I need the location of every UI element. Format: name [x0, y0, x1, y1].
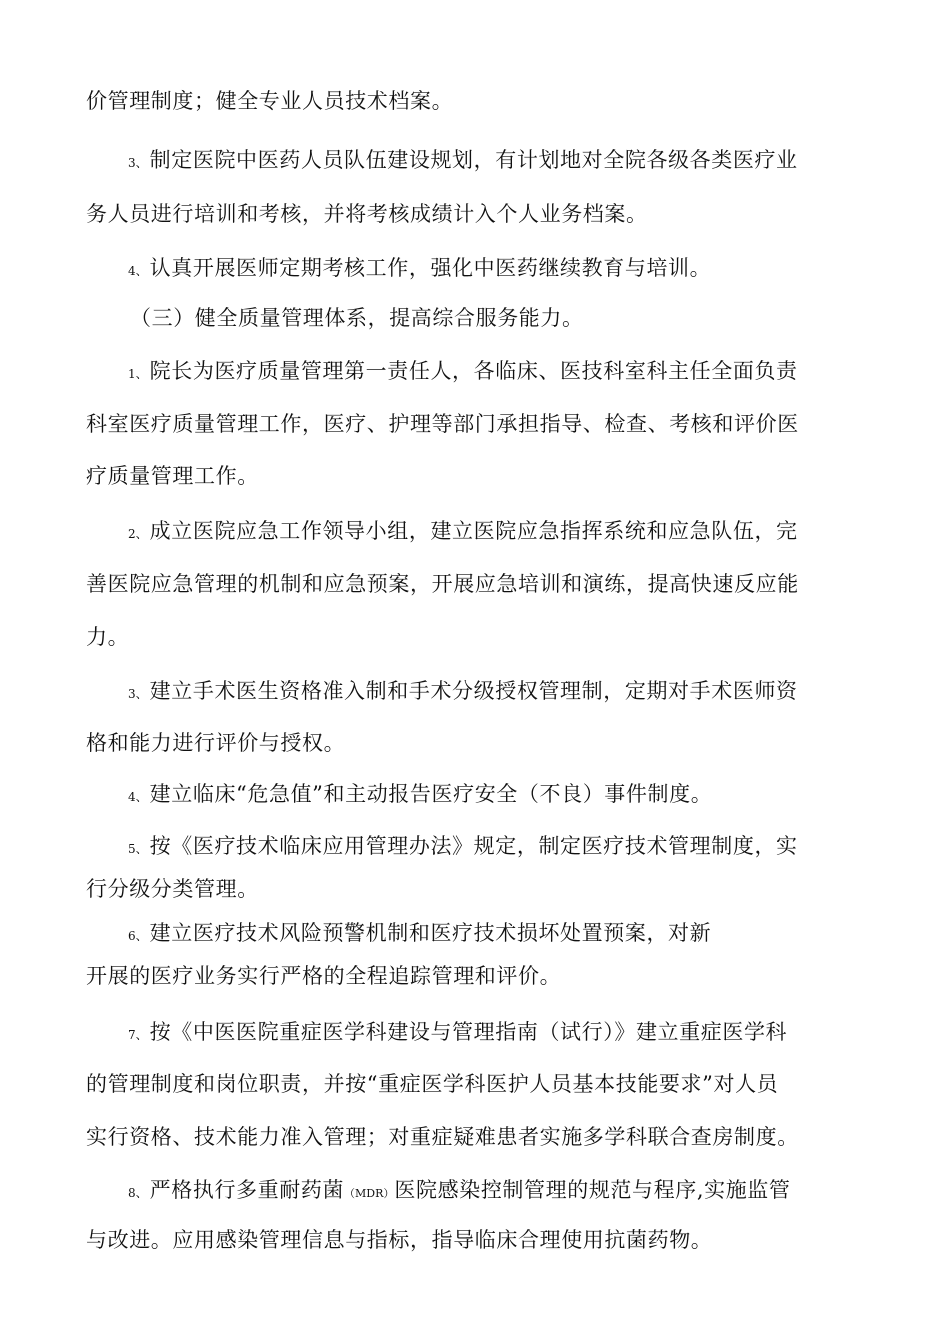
item-number: 1、 [128, 367, 148, 381]
item-number: 5、 [128, 842, 148, 856]
paragraph-line: 7、按《中医医院重症医学科建设与管理指南（试行）》建立重症医学科 [128, 1020, 788, 1044]
item-number: 6、 [128, 929, 148, 943]
paragraph-line: 6、建立医疗技术风险预警机制和医疗技术损坏处置预案，对新 [128, 921, 712, 945]
item-number: 3、 [128, 687, 148, 701]
paragraph-line: 行分级分类管理。 [86, 877, 259, 901]
paragraph-line: 3、制定医院中医药人员队伍建设规划，有计划地对全院各级各类医疗业 [128, 148, 798, 172]
section-heading: （三）健全质量管理体系，提高综合服务能力。 [130, 306, 584, 330]
paragraph-line: 4、认真开展医师定期考核工作，强化中医药继续教育与培训。 [128, 256, 712, 280]
paragraph-line: 5、按《医疗技术临床应用管理办法》规定，制定医疗技术管理制度，实 [128, 834, 798, 858]
paragraph-line: 1、院长为医疗质量管理第一责任人，各临床、医技科室科主任全面负责 [128, 359, 798, 383]
item-number: 7、 [128, 1028, 148, 1042]
mdr-abbreviation: （MDR） [344, 1187, 395, 1200]
paragraph-line: 务人员进行培训和考核，并将考核成绩计入个人业务档案。 [86, 202, 648, 226]
paragraph-line: 实行资格、技术能力准入管理；对重症疑难患者实施多学科联合查房制度。 [86, 1125, 799, 1149]
item-number: 3、 [128, 156, 148, 170]
paragraph-line: 格和能力进行评价与授权。 [86, 731, 346, 755]
item-number: 4、 [128, 790, 148, 804]
paragraph-line: 的管理制度和岗位职责，并按“重症医学科医护人员基本技能要求”对人员 [86, 1072, 779, 1096]
paragraph-line: 8、严格执行多重耐药菌（MDR）医院感染控制管理的规范与程序,实施监管 [128, 1178, 791, 1202]
item-number: 4、 [128, 264, 148, 278]
paragraph-line: 与改进。应用感染管理信息与指标，指导临床合理使用抗菌药物。 [86, 1228, 713, 1252]
item-number: 2、 [128, 527, 148, 541]
paragraph-line: 价管理制度；健全专业人员技术档案。 [86, 89, 454, 113]
paragraph-line: 3、建立手术医生资格准入制和手术分级授权管理制，定期对手术医师资 [128, 679, 798, 703]
paragraph-line: 科室医疗质量管理工作，医疗、护理等部门承担指导、检查、考核和评价医 [86, 412, 799, 436]
paragraph-line: 力。 [86, 625, 130, 649]
paragraph-line: 善医院应急管理的机制和应急预案，开展应急培训和演练，提高快速反应能 [86, 572, 799, 596]
paragraph-line: 4、建立临床“危急值”和主动报告医疗安全（不良）事件制度。 [128, 782, 713, 806]
paragraph-line: 开展的医疗业务实行严格的全程追踪管理和评价。 [86, 964, 562, 988]
item-number: 8、 [128, 1186, 148, 1200]
paragraph-line: 2、成立医院应急工作领导小组，建立医院应急指挥系统和应急队伍，完 [128, 519, 798, 543]
paragraph-line: 疗质量管理工作。 [86, 464, 259, 488]
